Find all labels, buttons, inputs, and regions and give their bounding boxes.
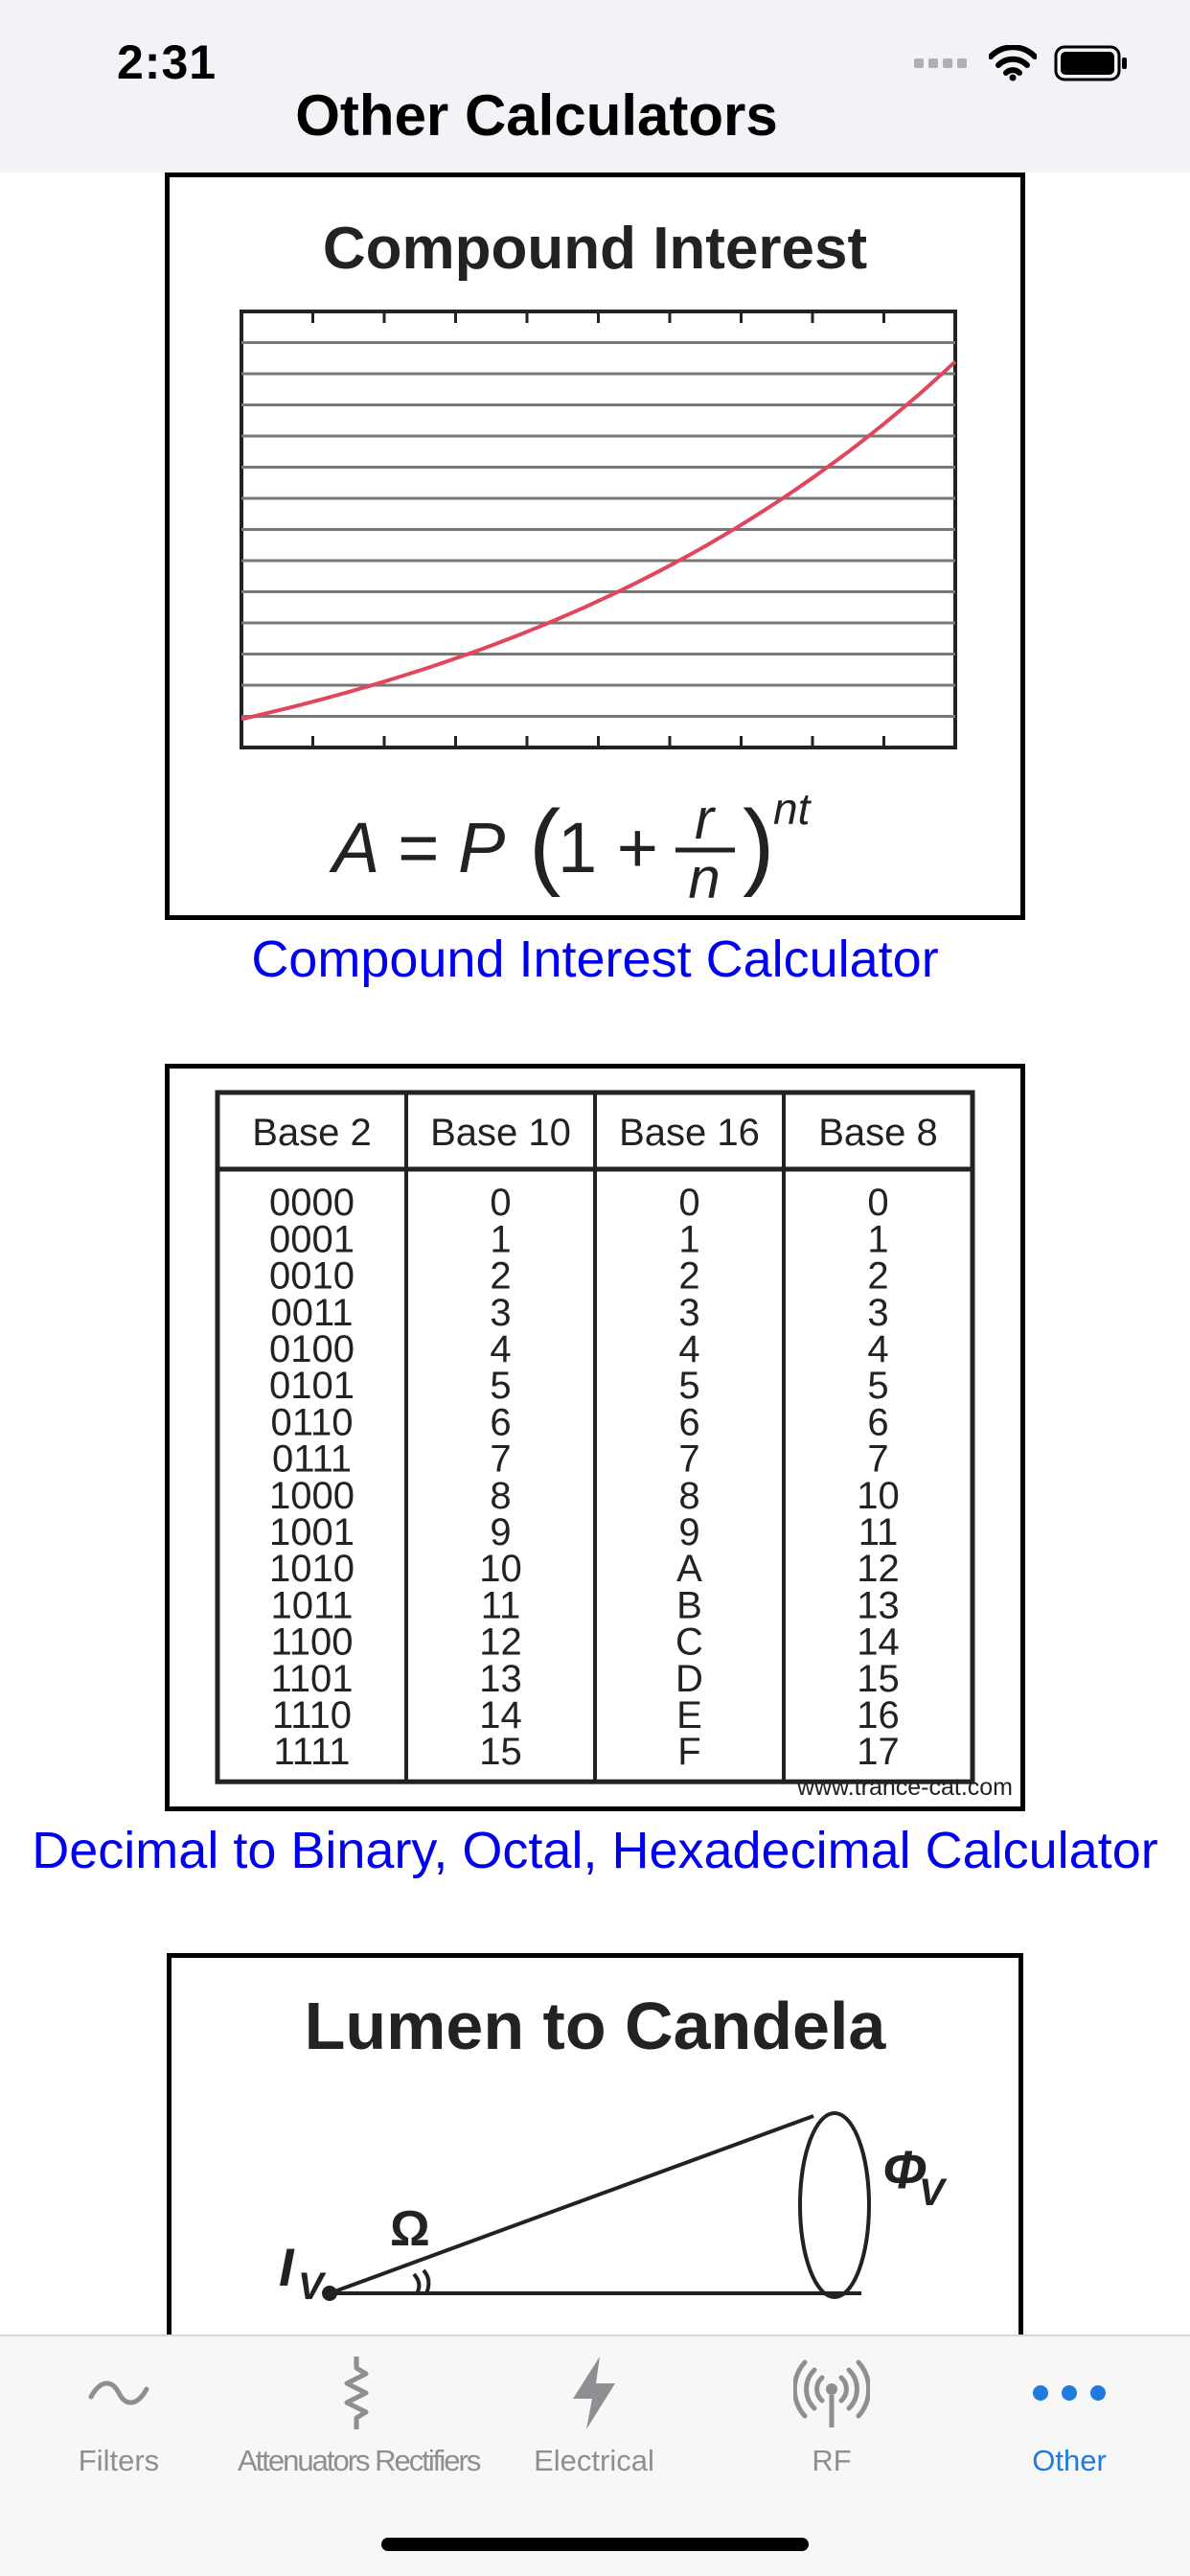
table-cell: 1101: [270, 1657, 354, 1700]
table-cell: 0110: [270, 1401, 354, 1444]
more-dots-icon: [1031, 2383, 1108, 2403]
tab-other[interactable]: [950, 2350, 1188, 2494]
calculator-list[interactable]: [0, 172, 1190, 2334]
table-cell: 15: [857, 1657, 900, 1700]
formula-denominator: n: [688, 846, 721, 910]
solid-angle-arc: [423, 2270, 428, 2293]
filter-wave-icon: [85, 2374, 152, 2412]
table-cell: 4: [678, 1328, 700, 1370]
table-header: Base 16: [619, 1112, 760, 1154]
phi-subscript: V: [919, 2172, 945, 2214]
formula-lhs: A = P: [332, 808, 506, 887]
compound-interest-link[interactable]: Compound Interest Calculator: [251, 931, 939, 988]
table-cell: 1011: [270, 1584, 354, 1627]
table-cell: 0: [678, 1182, 700, 1225]
table-cell: 7: [867, 1438, 889, 1481]
table-cell: 3: [867, 1291, 889, 1334]
cone-base-ellipse: [800, 2113, 869, 2297]
tab-attenuators-label: Attenuators Rectifiers: [238, 2444, 480, 2477]
tab-electrical[interactable]: [475, 2350, 713, 2494]
table-cell: 4: [867, 1328, 889, 1370]
compound-interest-chart: [241, 311, 955, 748]
base-conversion-link[interactable]: Decimal to Binary, Octal, Hexadecimal Calculator: [32, 1822, 1158, 1879]
table-cell: 10: [479, 1548, 522, 1591]
compound-interest-title: Compound Interest: [322, 216, 868, 282]
table-cell: 0011: [270, 1291, 354, 1334]
formula-exponent: nt: [773, 784, 811, 834]
table-cell: 2: [678, 1254, 700, 1298]
table-cell: 2: [490, 1254, 512, 1298]
tab-filters-label: Filters: [78, 2444, 160, 2477]
table-cell: 6: [867, 1401, 889, 1444]
compound-interest-graphic: [170, 177, 1020, 915]
lightning-bolt-icon: [567, 2355, 621, 2431]
phi-label: Φ: [882, 2139, 927, 2199]
table-cell: F: [677, 1731, 701, 1774]
table-cell: 0: [867, 1182, 889, 1225]
table-cell: 8: [490, 1474, 512, 1517]
lumen-to-candela-title: Lumen to Candela: [304, 1989, 886, 2063]
table-cell: 8: [678, 1474, 700, 1517]
table-cell: 5: [490, 1365, 512, 1408]
table-cell: 13: [857, 1584, 900, 1627]
tab-filters[interactable]: [0, 2350, 238, 2494]
compound-interest-image[interactable]: [165, 172, 1025, 920]
table-cell: B: [676, 1584, 702, 1627]
table-cell: A: [676, 1548, 702, 1591]
watermark: www.trance-cat.com: [796, 1774, 1013, 1801]
wifi-icon: [989, 45, 1037, 81]
table-cell: 3: [490, 1291, 512, 1334]
table-cell: 0100: [269, 1328, 355, 1370]
table-cell: 5: [867, 1365, 889, 1408]
table-cell: 14: [857, 1621, 900, 1664]
status-and-nav-bar: [0, 0, 1190, 172]
table-cell: 16: [857, 1694, 900, 1736]
table-cell: 6: [678, 1401, 700, 1444]
iv-label: I: [279, 2237, 294, 2297]
table-cell: 0111: [271, 1438, 353, 1481]
table-cell: 7: [490, 1438, 512, 1481]
tab-attenuators-rectifiers[interactable]: [238, 2350, 480, 2494]
table-cell: E: [676, 1694, 702, 1736]
tab-rf[interactable]: [713, 2350, 950, 2494]
table-cell: D: [675, 1657, 703, 1700]
table-cell: 11: [858, 1511, 899, 1553]
table-cell: 11: [480, 1584, 521, 1627]
formula-right-paren: ): [743, 791, 775, 898]
table-header: Base 2: [252, 1112, 372, 1154]
table-cell: C: [675, 1621, 703, 1664]
table-cell: 1: [490, 1218, 512, 1261]
table-cell: 1110: [271, 1694, 353, 1736]
table-header: Base 8: [818, 1112, 938, 1154]
table-cell: 1111: [273, 1731, 351, 1774]
cellular-signal-icon: [914, 56, 972, 71]
table-cell: 4: [490, 1328, 512, 1370]
table-cell: 0000: [269, 1182, 355, 1225]
compound-interest-formula: [329, 784, 812, 910]
table-cell: 10: [857, 1474, 900, 1517]
table-cell: 1: [867, 1218, 889, 1261]
table-cell: 0101: [269, 1365, 355, 1408]
status-icons: [914, 42, 1129, 84]
table-cell: 6: [490, 1401, 512, 1444]
omega-label: Ω: [390, 2201, 430, 2257]
tab-electrical-label: Electrical: [534, 2444, 654, 2477]
table-cell: 1100: [270, 1621, 354, 1664]
tab-rf-label: RF: [812, 2444, 852, 2477]
lumen-to-candela-graphic: [172, 1958, 1018, 2334]
formula-left-paren: (: [529, 791, 561, 898]
table-cell: 1: [678, 1218, 700, 1261]
table-cell: 17: [857, 1731, 900, 1774]
formula-one-plus: 1 +: [558, 808, 658, 887]
lumen-to-candela-image[interactable]: [167, 1953, 1023, 2334]
source-point: [324, 2288, 335, 2299]
table-cell: 0001: [269, 1218, 355, 1261]
battery-icon: [1054, 45, 1129, 81]
table-cell: 7: [678, 1438, 700, 1481]
tab-other-label: Other: [1032, 2444, 1107, 2477]
table-cell: 1000: [269, 1474, 355, 1517]
table-cell: 15: [479, 1731, 522, 1774]
formula-numerator: r: [695, 787, 714, 851]
table-cell: 3: [678, 1291, 700, 1334]
status-time: 2:31: [117, 35, 217, 89]
iv-subscript: V: [298, 2266, 324, 2308]
table-cell: 5: [678, 1365, 700, 1408]
table-cell: 1001: [269, 1511, 355, 1553]
table-cell: 1010: [269, 1548, 355, 1591]
table-cell: 9: [678, 1511, 700, 1553]
resistor-icon: [337, 2355, 376, 2431]
antenna-icon: [793, 2357, 870, 2429]
solid-angle-arc-inner: [414, 2274, 419, 2293]
table-cell: 9: [490, 1511, 512, 1553]
base-conversion-table: [217, 1092, 973, 1782]
base-conversion-image[interactable]: [165, 1064, 1025, 1811]
home-indicator: [381, 2538, 809, 2551]
table-cell: 2: [867, 1254, 889, 1298]
page-title: Other Calculators: [295, 83, 778, 148]
table-header: Base 10: [430, 1112, 571, 1154]
table-cell: 14: [479, 1694, 522, 1736]
table-cell: 12: [857, 1548, 900, 1591]
table-cell: 12: [479, 1621, 522, 1664]
table-cell: 13: [479, 1657, 522, 1700]
base-conversion-graphic: [170, 1069, 1020, 1806]
table-cell: 0: [490, 1182, 512, 1225]
table-cell: 0010: [269, 1254, 355, 1298]
